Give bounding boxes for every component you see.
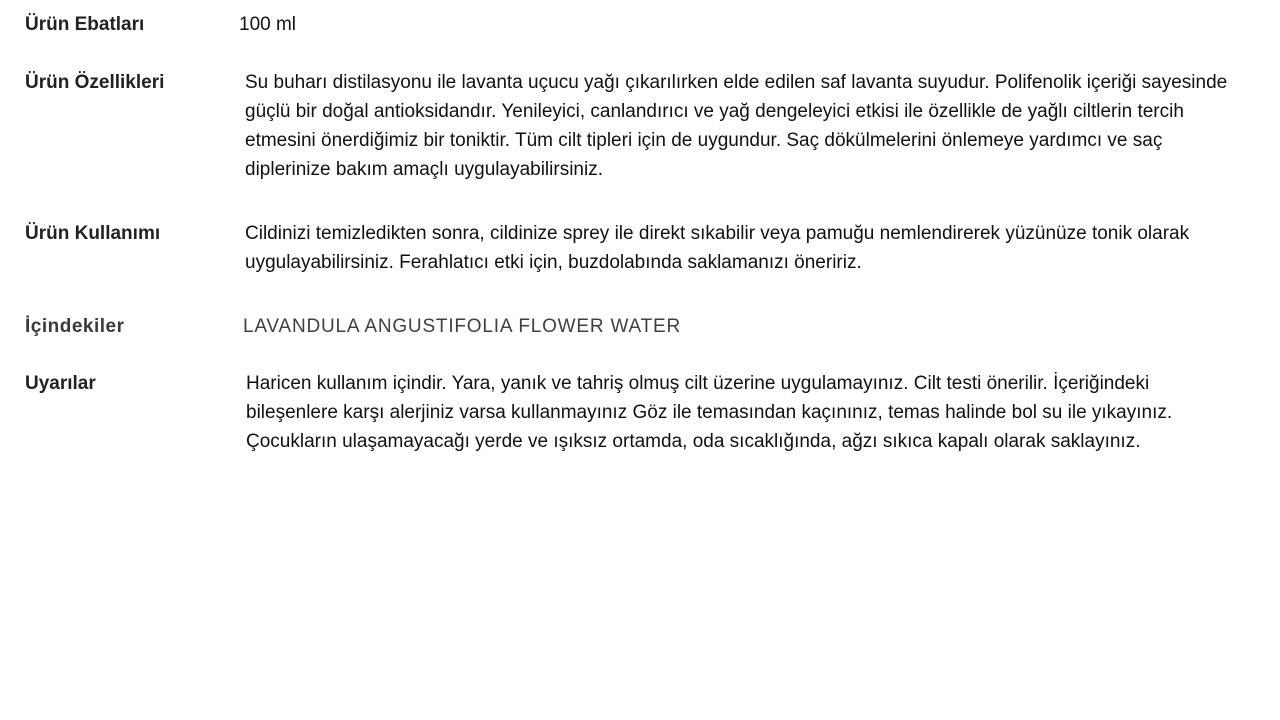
value-icindekiler: LAVANDULA ANGUSTIFOLIA FLOWER WATER <box>243 316 681 337</box>
value-uyarilar: Haricen kullanım içindir. Yara, yanık ve tahriş olmuş cilt üzerine uygulamayınız. Cilt testi önerilir. İçeriğindeki bileşenlere karşı alerjiniz varsa kullanmayınız Göz ile temasından kaçınınız, temas halinde bol su ile yıkayınız. Çocukların ulaşamayacağı yerde ve ışıksız ortamda, oda sıcaklığında, ağzı sıkıca kapalı olarak saklayınız. <box>246 373 1173 452</box>
label-urun-kullanimi: Ürün Kullanımı <box>25 223 161 244</box>
label-urun-ozellikleri: Ürün Özellikleri <box>25 72 165 93</box>
label-icindekiler: İçindekiler <box>25 316 125 337</box>
label-urun-ebatlari: Ürün Ebatları <box>25 14 145 35</box>
value-urun-ebatlari: 100 ml <box>239 14 297 35</box>
value-urun-kullanimi: Cildinizi temizledikten sonra, cildinize sprey ile direkt sıkabilir veya pamuğu nemlendirerek yüzünüze tonik olarak uygulayabilirsiniz. Ferahlatıcı etki için, buzdolabında saklamanızı öneririz. <box>245 223 1190 273</box>
value-urun-ozellikleri: Su buharı distilasyonu ile lavanta uçucu yağı çıkarılırken elde edilen saf lavanta suyudur. Polifenolik içeriği sayesinde güçlü bir doğal antioksidandır. Yenileyici, canlandırıcı ve yağ dengeleyici etkisi ile özellikle de yağlı ciltlerin tercih etmesini önerdiğimiz bir toniktir. Tüm cilt tipleri için de uygundur. Saç dökülmelerini önlemeye yardımcı ve saç diplerinize bakım amaçlı uygulayabilirsiniz. <box>245 72 1228 180</box>
label-uyarilar: Uyarılar <box>25 373 96 394</box>
